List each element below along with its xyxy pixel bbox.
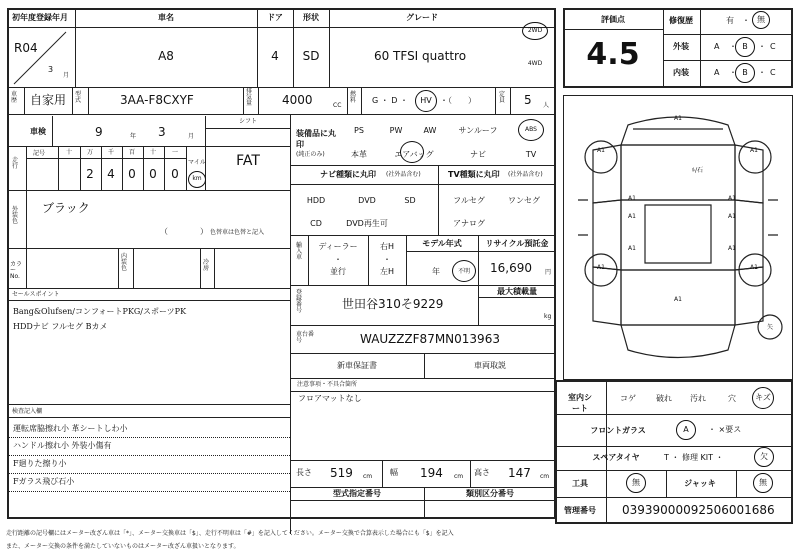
recycle-label: リサイクル預託金	[485, 239, 549, 248]
usage-label: 車歴	[11, 91, 18, 104]
class-number-label: 類別区分番号	[466, 489, 514, 498]
exterior-label: 外装	[673, 42, 689, 51]
damage-mark: A1	[728, 195, 736, 202]
equip-aw: AW	[423, 126, 437, 135]
footer-line1: 走行距離の記号欄にはメーター改ざん車は「*」、メーター交換車は「$」、走行不明車は「#」を記入してください。メーター交換で合算表示した場合にも「$」を記入	[6, 530, 454, 537]
first-reg-month-unit: 月	[63, 72, 70, 79]
equip-sunroof: サンルーフ	[458, 126, 498, 135]
navi-label: ナビ種類に丸印	[320, 170, 376, 179]
height-unit: cm	[540, 473, 550, 480]
capacity-label: 定員	[499, 91, 506, 104]
left-handle: 左H	[379, 267, 395, 276]
score-value: 4.5	[586, 37, 640, 72]
car-name: A8	[158, 49, 174, 63]
glass-selected: A	[683, 425, 689, 434]
color-value: ブラック	[42, 201, 90, 215]
equipment-sub: (純正のみ)	[296, 151, 325, 158]
usage-value: 自家用	[30, 93, 67, 107]
digit-header: 十	[149, 149, 157, 156]
mgmt-label: 管理番号	[564, 506, 596, 515]
inspector-line: Fガラス飛び石小	[13, 477, 75, 486]
model-label: 型式	[75, 91, 82, 104]
jack-value: 無	[759, 478, 767, 487]
color-note: 色替車は色替と記入	[210, 229, 265, 236]
mileage-digit: 4	[107, 167, 115, 181]
damage-mark: A1	[728, 213, 736, 220]
shape-label: 形状	[303, 13, 319, 22]
tv-label: TV種類に丸印	[448, 170, 500, 179]
import-dealer: ディーラー	[318, 242, 358, 251]
damage-flag: 矢	[766, 324, 774, 331]
fuel-other: ・（ ）	[440, 96, 476, 105]
length-unit: cm	[363, 473, 373, 480]
cc-unit: CC	[333, 102, 342, 109]
displacement-label: 排気量	[246, 88, 253, 107]
seat-item: 破れ	[656, 394, 672, 403]
inspection-year-unit: 年	[130, 133, 137, 140]
fuel-options: G ・ D ・	[372, 96, 408, 105]
ext-c: C	[770, 42, 776, 51]
mileage-label: 走行	[12, 157, 19, 170]
color-no-label: カラーNo.	[10, 261, 23, 280]
door-count: 4	[271, 49, 279, 63]
inspection-month-unit: 月	[188, 133, 195, 140]
inspector-line: ハンドル擦れ小 外装小傷有	[13, 441, 112, 450]
equip-leather: 本革	[351, 150, 367, 159]
equip-tv: TV	[525, 150, 537, 159]
grade-value: 60 TFSI quattro	[373, 49, 467, 63]
ext-b: B	[742, 42, 748, 51]
int-c: C	[770, 68, 776, 77]
door-label: ドア	[267, 13, 283, 22]
glass-label: フロントガラス	[590, 426, 646, 435]
seat-label: 室内シート	[568, 393, 592, 413]
damage-mark: A1	[597, 264, 605, 271]
sales-point-line: Bang&Olufsen/コンフォートPKG/スポーツPK	[13, 307, 187, 316]
spare-label: スペアタイヤ	[592, 453, 640, 462]
color-label: 外装色	[12, 206, 19, 225]
inspection-month: 3	[158, 125, 166, 139]
model-year-label: モデル年式	[422, 239, 462, 248]
drive-4wd: 4WD	[527, 60, 543, 67]
tv-fullseg: フルセグ	[453, 196, 485, 205]
interior-label: 内装	[673, 68, 689, 77]
glass-rest: ・ ×要ス	[708, 425, 742, 434]
equip-pw: PW	[389, 126, 403, 135]
first-reg-label: 初年度登録年月	[12, 13, 68, 22]
damage-mark: A1	[628, 195, 636, 202]
kg-unit: kg	[544, 313, 552, 320]
import-parallel: 並行	[330, 267, 346, 276]
damage-mark: A1	[674, 296, 682, 303]
mileage-digit: 2	[86, 167, 94, 181]
inspection-label: 車検	[30, 127, 46, 136]
chassis-value: WAUZZZF87MN013963	[360, 332, 500, 346]
grade-label: グレード	[406, 13, 438, 22]
drive-2wd: 2WD	[527, 27, 543, 34]
navi-sub: (社外品含む)	[386, 171, 421, 178]
mgmt-value: 03939000092506001686	[622, 503, 775, 517]
navi-sd: SD	[404, 196, 416, 205]
damage-mark: A1	[750, 147, 758, 154]
type-number-label: 型式指定番号	[333, 489, 381, 498]
length-value: 519	[330, 466, 353, 480]
load-label: 最大積載量	[497, 287, 537, 296]
warranty-label: 新車保証書	[337, 361, 377, 370]
notes-text: フロアマットなし	[298, 394, 362, 403]
displacement-value: 4000	[282, 93, 313, 107]
ext-dot2: ・	[758, 42, 766, 51]
sales-point-label: セールスポイント	[12, 291, 60, 298]
equip-ps: PS	[354, 126, 364, 135]
spare-items: T ・ 修理 KIT ・	[664, 453, 724, 462]
shift-label: シフト	[238, 118, 258, 125]
damage-mark: A1	[728, 245, 736, 252]
navi-cd: CD	[310, 219, 322, 228]
digit-header: 千	[107, 149, 115, 156]
import-label: 輸入車	[296, 242, 303, 261]
first-reg-month: 3	[48, 65, 54, 74]
inspector-label: 検査記入欄	[12, 408, 43, 415]
repair-label: 修復歴	[669, 16, 693, 25]
seat-selected: キズ	[755, 393, 771, 402]
first-reg-year: R04	[14, 41, 38, 55]
yen-unit: 円	[545, 269, 552, 276]
length-label: 長さ	[296, 468, 312, 477]
damage-mark: A1	[674, 115, 682, 122]
tv-oneseg: ワンセグ	[508, 196, 540, 205]
color-note-close: ）	[200, 227, 208, 236]
damage-mark: A1	[628, 245, 636, 252]
digit-header: 万	[86, 149, 94, 156]
navi-dvd-play: DVD再生可	[346, 219, 388, 228]
seat-item: 汚れ	[690, 394, 706, 403]
score-label: 評価点	[601, 15, 625, 24]
manual-label: 車両取説	[474, 361, 506, 370]
navi-dvd: DVD	[358, 196, 376, 205]
notes-label: 注意事項・不具合箇所	[297, 381, 358, 388]
repair-yes: 有	[726, 16, 734, 25]
car-name-label: 車名	[158, 13, 174, 22]
jack-label: ジャッキ	[684, 479, 716, 488]
right-handle: 右H	[379, 242, 395, 251]
height-value: 147	[508, 466, 531, 480]
capacity-value: 5	[524, 93, 532, 107]
int-dot1: ・	[729, 68, 737, 77]
interior-color-label: 内装色	[121, 253, 128, 272]
tool-value: 無	[632, 478, 640, 487]
equip-navi: ナビ	[470, 150, 486, 159]
damage-note: ﾙ/石	[692, 167, 704, 174]
model-year-unit: 年	[432, 267, 440, 276]
seat-item: コゲ	[620, 394, 636, 403]
inspection-year: 9	[95, 125, 103, 139]
model-year-unknown: 不明	[457, 268, 471, 275]
fuel-selected: HV	[420, 96, 432, 105]
handle-sep: ・	[383, 255, 391, 264]
repair-sep: ・	[742, 16, 750, 25]
mileage-digit: 0	[171, 167, 179, 181]
reg-value: 世田谷310そ9229	[342, 297, 444, 311]
height-label: 高さ	[474, 468, 490, 477]
seat-item: 穴	[728, 394, 736, 403]
model-code: 3AA-F8CXYF	[120, 93, 194, 107]
int-dot2: ・	[758, 68, 766, 77]
equip-airbag: エアバッグ	[394, 150, 434, 159]
damage-mark: A1	[628, 213, 636, 220]
fuel-label: 燃料	[350, 91, 357, 104]
sales-point-line: HDDナビ フルセグ Bカメ	[13, 322, 108, 331]
chassis-label: 車台番号	[296, 331, 315, 344]
digit-header: 百	[128, 149, 136, 156]
inspector-line: 運転席脇擦れ小 革シートしわ小	[13, 424, 128, 433]
navi-hdd: HDD	[306, 196, 326, 205]
mile-label: マイル	[188, 159, 206, 166]
equip-abs: ABS	[525, 126, 537, 133]
damage-mark: A1	[597, 147, 605, 154]
km-label: km	[192, 175, 202, 182]
digit-header: 一	[171, 149, 179, 156]
digit-header: 十	[65, 149, 73, 156]
damage-mark: A1	[750, 264, 758, 271]
car-diagram	[563, 95, 793, 380]
recycle-value: 16,690	[490, 261, 532, 275]
import-sep: ・	[334, 255, 342, 264]
equipment-label: 装備品に丸印	[296, 129, 336, 149]
fridge-label: 冷房	[203, 259, 210, 272]
repair-none: 無	[757, 15, 765, 24]
int-b: B	[742, 68, 748, 77]
mileage-digit: 0	[149, 167, 157, 181]
tv-sub: (社外品含む)	[508, 171, 543, 178]
capacity-unit: 人	[543, 102, 550, 109]
mileage-symbol-label: 記号	[33, 150, 46, 157]
footer-line2: また、メーター交換の条件を満たしていないものはメーター改ざん車扱いとなります。	[6, 543, 240, 550]
spare-selected: 欠	[760, 452, 768, 461]
ext-a: A	[714, 42, 720, 51]
shift-value: FAT	[236, 153, 260, 169]
body-shape: SD	[302, 49, 320, 63]
ext-dot1: ・	[729, 42, 737, 51]
tool-label: 工具	[572, 479, 588, 488]
width-value: 194	[420, 466, 443, 480]
width-unit: cm	[454, 473, 464, 480]
color-note-open: （	[160, 227, 168, 236]
tv-analog: アナログ	[453, 219, 485, 228]
inspector-line: F廻りた擦り小	[13, 459, 67, 468]
width-label: 幅	[390, 468, 398, 477]
int-a: A	[714, 68, 720, 77]
reg-label: 登録番号	[296, 289, 303, 314]
mileage-digit: 0	[128, 167, 136, 181]
